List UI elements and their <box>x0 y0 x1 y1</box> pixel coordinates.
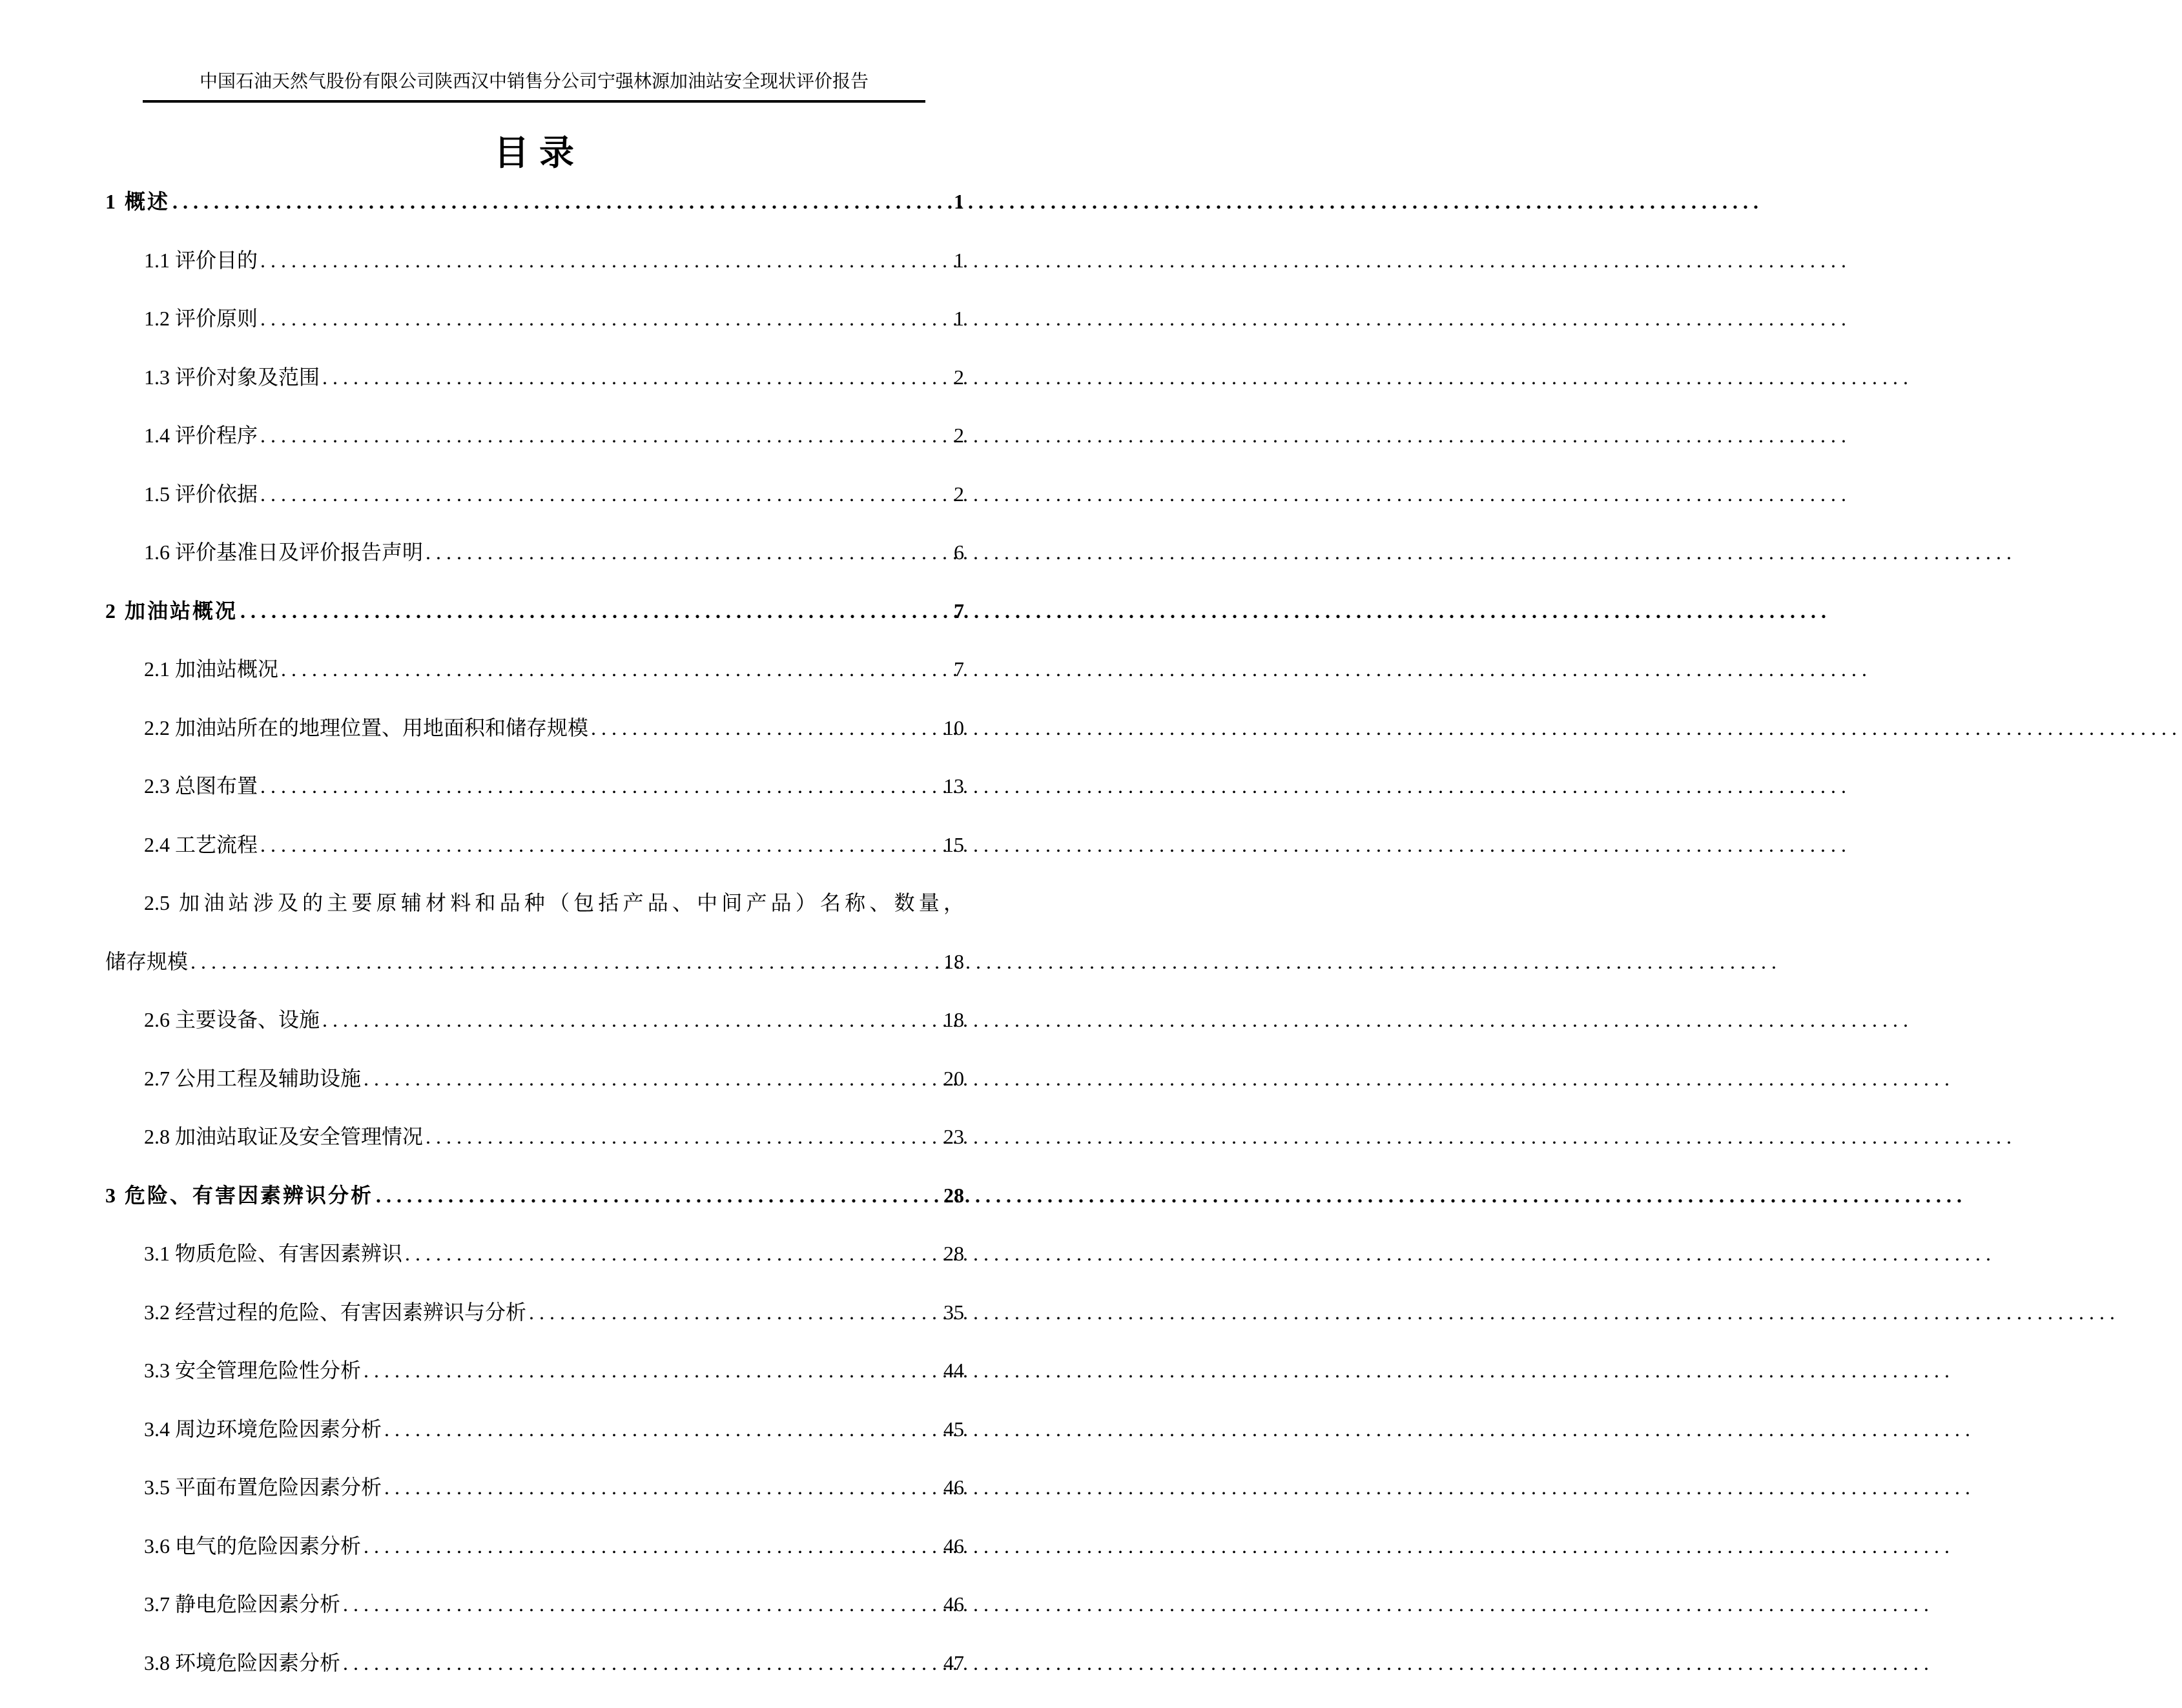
toc-entry-label: 1.2 评价原则 <box>144 305 258 331</box>
toc-entry-page: 18 <box>938 1007 964 1033</box>
toc-row <box>105 422 964 481</box>
toc-entry-page: 18 <box>938 949 964 974</box>
toc-entry-page: 44 <box>938 1357 964 1383</box>
toc-entry-label: 2.3 总图布置 <box>144 773 258 799</box>
toc-row <box>105 949 964 1007</box>
toc-row <box>105 1182 964 1241</box>
report-header: 中国石油天然气股份有限公司陕西汉中销售分公司宁强林源加油站安全现状评价报告 <box>143 71 925 103</box>
toc-dot-leader <box>423 1124 938 1149</box>
toc-entry-page: 46 <box>938 1591 964 1617</box>
toc-entry-label: 3.7 静电危险因素分析 <box>144 1591 340 1617</box>
toc-dot-leader <box>588 715 938 741</box>
toc-dot-leader <box>278 656 949 682</box>
toc-dot-leader <box>238 598 949 624</box>
toc-entry-label: 2.4 工艺流程 <box>144 832 258 858</box>
document-page <box>0 0 1068 1510</box>
toc-row <box>105 1650 964 1708</box>
toc-dot-leader <box>170 189 949 214</box>
toc-entry-label: 2.5 加油站涉及的主要原辅材料和品种（包括产品、中间产品）名称、数量， <box>144 890 964 916</box>
toc-entry-page: 46 <box>938 1474 964 1500</box>
toc-row <box>105 1240 964 1299</box>
toc-dot-leader <box>382 1474 938 1500</box>
toc-dot-leader <box>320 1007 938 1033</box>
toc-row <box>105 1299 964 1358</box>
toc-row <box>105 598 964 657</box>
toc-dot-leader <box>340 1650 938 1676</box>
toc-row <box>105 1591 964 1650</box>
toc-dot-leader <box>373 1182 938 1208</box>
toc-dot-leader <box>320 364 949 390</box>
toc-row <box>105 890 964 949</box>
toc-entry-page: 2 <box>949 422 964 448</box>
toc-entry-label: 3.3 安全管理危险性分析 <box>144 1357 361 1383</box>
toc-entry-page: 47 <box>938 1650 964 1676</box>
toc-entry-page: 35 <box>938 1299 964 1325</box>
toc-entry-label: 1.3 评价对象及范围 <box>144 364 320 390</box>
toc-entry-label: 1.4 评价程序 <box>144 422 258 448</box>
toc-entry-label: 2 加油站概况 <box>105 598 238 624</box>
toc-entry-page: 20 <box>938 1065 964 1091</box>
toc-row <box>105 773 964 832</box>
toc-entry-label: 3.8 环境危险因素分析 <box>144 1650 340 1676</box>
toc-entry-label: 3.4 周边环境危险因素分析 <box>144 1416 382 1442</box>
toc-entry-page: 2 <box>949 364 964 390</box>
toc-entry-label: 储存规模 <box>105 949 188 974</box>
toc-entry-label: 3.6 电气的危险因素分析 <box>144 1533 361 1559</box>
toc-row <box>105 364 964 423</box>
toc-row <box>105 1124 964 1182</box>
toc-entry-label: 3 危险、有害因素辨识分析 <box>105 1182 373 1208</box>
toc-entry-label: 2.7 公用工程及辅助设施 <box>144 1065 361 1091</box>
toc-dot-leader <box>361 1533 938 1559</box>
toc-dot-leader <box>258 832 938 858</box>
toc-entry-label: 3.5 平面布置危险因素分析 <box>144 1474 382 1500</box>
toc-entry-page: 10 <box>938 715 964 741</box>
toc-entry-label: 1.1 评价目的 <box>144 247 258 273</box>
toc-row <box>105 832 964 890</box>
toc-entry-label: 2.1 加油站概况 <box>144 656 278 682</box>
toc-entry-page: 28 <box>938 1182 964 1208</box>
toc-entry-page: 1 <box>949 305 964 331</box>
toc-dot-leader <box>188 949 938 974</box>
toc-dot-leader <box>258 481 949 507</box>
toc-row <box>105 305 964 364</box>
toc-entry-page: 13 <box>938 773 964 799</box>
toc-entry-label: 2.6 主要设备、设施 <box>144 1007 320 1033</box>
toc-row <box>105 715 964 774</box>
toc-dot-leader <box>258 422 949 448</box>
toc-entry-label: 2.8 加油站取证及安全管理情况 <box>144 1124 423 1149</box>
toc-dot-leader <box>526 1299 938 1325</box>
toc-entry-page: 1 <box>949 189 964 214</box>
toc-dot-leader <box>361 1065 938 1091</box>
toc-entry-page: 46 <box>938 1533 964 1559</box>
toc-entry-page: 28 <box>938 1240 964 1266</box>
toc-entry-label: 1.6 评价基准日及评价报告声明 <box>144 539 423 565</box>
toc-entry-page: 23 <box>938 1124 964 1149</box>
toc-dot-leader <box>402 1240 938 1266</box>
toc-entry-label: 1.5 评价依据 <box>144 481 258 507</box>
toc-row <box>105 1065 964 1124</box>
toc-entry-label: 3.2 经营过程的危险、有害因素辨识与分析 <box>144 1299 526 1325</box>
toc-dot-leader <box>258 305 949 331</box>
toc-row <box>105 1007 964 1065</box>
toc-entry-label: 3.1 物质危险、有害因素辨识 <box>144 1240 402 1266</box>
toc-dot-leader <box>258 773 938 799</box>
toc-dot-leader <box>382 1416 938 1442</box>
toc-row <box>105 1474 964 1533</box>
toc-row <box>105 189 964 247</box>
toc-entry-page: 2 <box>949 481 964 507</box>
toc-row <box>105 481 964 540</box>
toc-entry-page: 7 <box>949 656 964 682</box>
page-title: 目录 <box>0 125 1068 175</box>
toc-row <box>105 247 964 306</box>
toc-row <box>105 1533 964 1592</box>
toc-row <box>105 539 964 598</box>
toc-entry-page: 15 <box>938 832 964 858</box>
toc-entry-page: 45 <box>938 1416 964 1442</box>
toc-dot-leader <box>361 1357 938 1383</box>
toc-dot-leader <box>423 539 949 565</box>
toc-dot-leader <box>340 1591 938 1617</box>
toc-dot-leader <box>258 247 949 273</box>
table-of-contents <box>105 189 964 1708</box>
toc-entry-page: 7 <box>949 598 964 624</box>
toc-entry-page: 1 <box>949 247 964 273</box>
toc-entry-page: 6 <box>949 539 964 565</box>
toc-row <box>105 1357 964 1416</box>
toc-entry-label: 2.2 加油站所在的地理位置、用地面积和储存规模 <box>144 715 588 741</box>
toc-row <box>105 656 964 715</box>
toc-entry-label: 1 概述 <box>105 189 170 214</box>
toc-row <box>105 1416 964 1475</box>
